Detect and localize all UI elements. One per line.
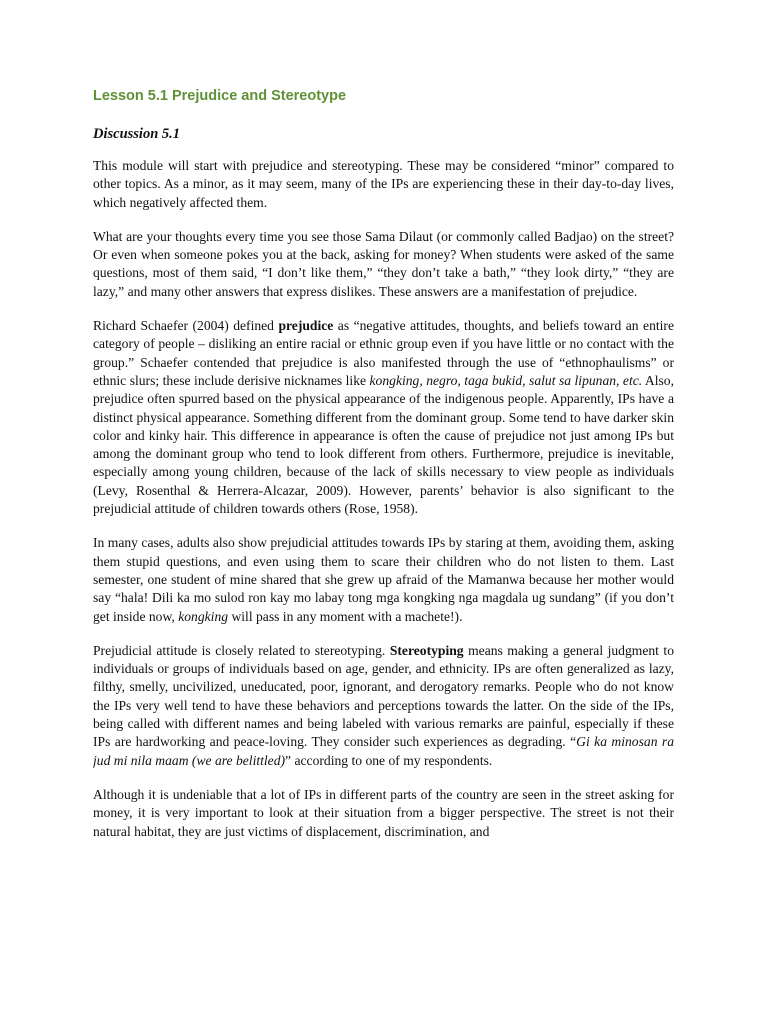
paragraph-5-text-c: ” according to one of my respondents. — [285, 752, 493, 768]
paragraph-4 — [93, 534, 674, 625]
paragraph-3 — [93, 317, 674, 518]
stereotyping-term: Stereotyping — [389, 642, 464, 658]
paragraph-6: Although it is undeniable that a lot of IPs in different parts of the country are seen in the street asking for money, it is very important to look at their situation from a bigger perspective. The street is not their natural habitat, they are just victims of displacement, discrimination, and — [93, 786, 674, 839]
paragraph-4-text-b: will pass in any moment with a machete!). — [228, 608, 463, 624]
discussion-heading: Discussion 5.1 — [93, 126, 181, 142]
lesson-title: Lesson 5.1 Prejudice and Stereotype — [93, 88, 347, 104]
ethnic-slurs-examples: kongking, negro, taga bukid, salut sa lipunan, etc. — [369, 372, 643, 388]
paragraph-5-text-a: Prejudicial attitude is closely related to stereotyping. — [93, 642, 390, 658]
document-page — [93, 0, 674, 1024]
paragraph-5-text-b: means making a general judgment to individuals or groups of individuals based on age, gender, and ethnicity. IPs are often generalized as lazy, filthy, smelly, uncivilized, uneducated, poor, ignorant, and derogatory remarks. People who do not know the IPs very well tend to have these behaviors and perceptions towards the latter. On the side of the IPs, being called with different names and being labeled with various remarks are painful, especially if these IPs are hardworking and peace-loving. They consider such experiences as degrading. “ — [93, 642, 674, 750]
respondent-quote: Gi ka minosan ra jud mi nila maam (we are belittled) — [93, 734, 674, 768]
prejudice-term: prejudice — [278, 318, 334, 334]
paragraph-2: What are your thoughts every time you see those Sama Dilaut (or commonly called Badjao) on the street? Or even when someone pokes you at the back, asking for money? When students were asked of the same questions, most of them said, “I don’t like them,” “they don’t take a bath,” “they look dirty,” “they are lazy,” and many other answers that express dislikes. These answers are a manifestation of prejudice. — [93, 228, 674, 299]
paragraph-3-text-c: Also, prejudice often spurred based on the physical appearance of the indigenous people. Apparently, IPs have a distinct physical appearance. Something different from the dominant group. Some tend to have darker skin color and kinky hair. This difference in appearance is often the cause of prejudice not just among IPs but among the dominant group who tend to look different from others. Furthermore, prejudice is inevitable, especially among young children, because of the lack of skills necessary to view people as individuals (Levy, Rosenthal & Herrera-Alcazar, 2009). However, parents’ behavior is also significant to the prejudicial attitude of children towards others (Rose, 1958). — [93, 372, 674, 517]
paragraph-4-text-a: In many cases, adults also show prejudicial attitudes towards IPs by staring at them, avoiding them, asking them stupid questions, and even using them to scare their children who do not listen to them. Last semester, one student of mine shared that she grew up afraid of the Mamanwa because her mother would say “hala! Dili ka mo sulod ron kay mo labay tong mga kongking nga magdala ug sundang” (if you don’t get inside now, — [93, 535, 674, 624]
paragraph-1: This module will start with prejudice and stereotyping. These may be considered “minor” compared to other topics. As a minor, as it may seem, many of the IPs are experiencing these in their day-to-day lives, which negatively affected them. — [93, 158, 674, 210]
paragraph-5 — [93, 642, 674, 770]
paragraph-3-text-b: as “negative attitudes, thoughts, and beliefs toward an entire category of people – disliking an entire racial or ethnic group even if you have little or no contact with the group.” Schaefer contended that prejudice is also manifested through the use of “ethnophaulisms” or ethnic slurs; these include derisive nicknames like — [93, 318, 674, 388]
paragraph-3-text-a: Richard Schaefer (2004) defined — [93, 318, 279, 334]
kongking-term: kongking — [178, 608, 229, 624]
